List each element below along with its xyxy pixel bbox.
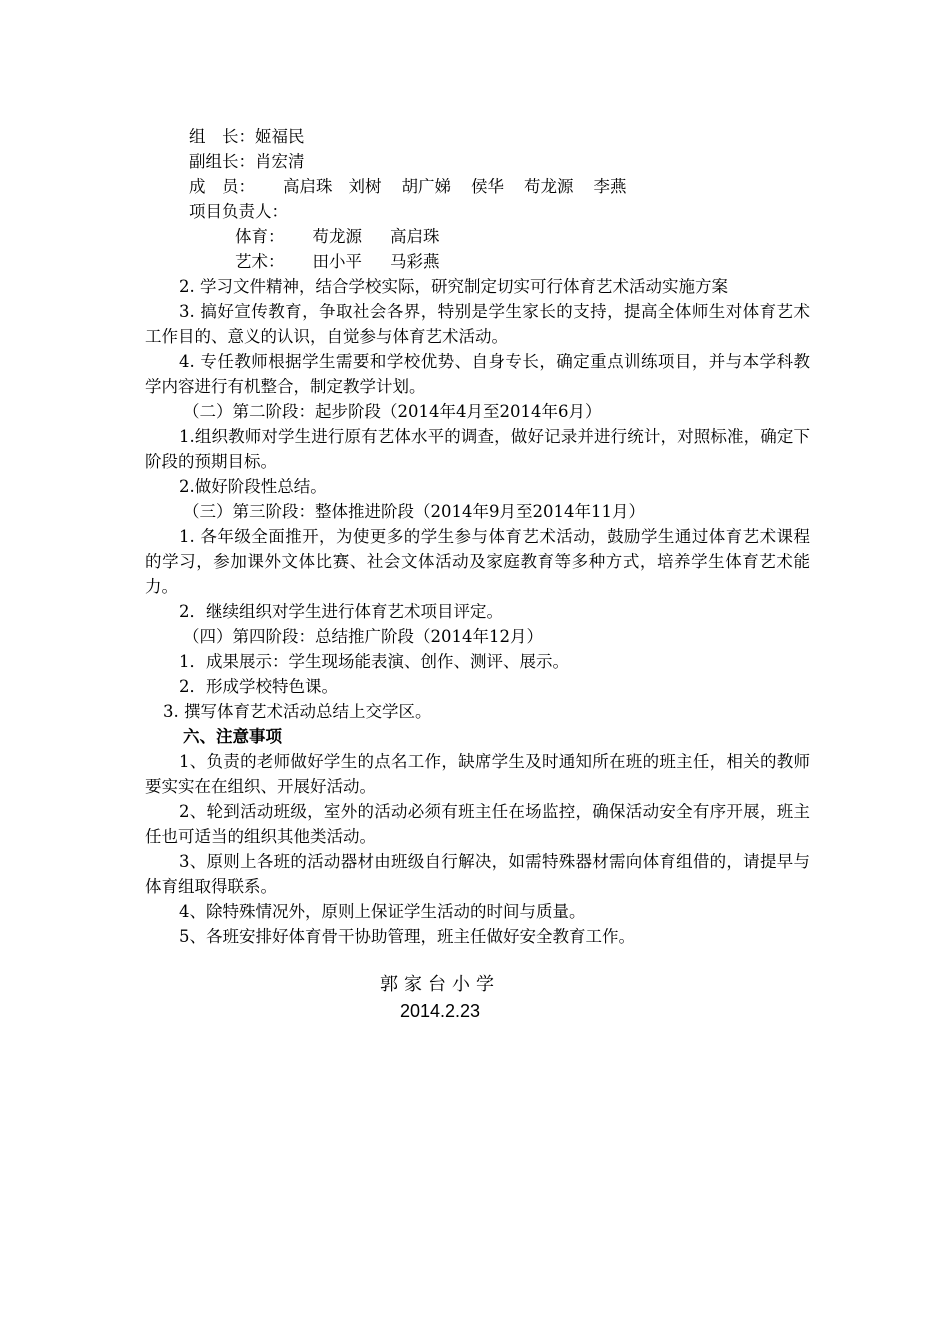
signature-date: 2014.2.23 bbox=[399, 1001, 481, 1021]
leader-label: 组 长： bbox=[189, 127, 255, 146]
phase1-item-4: 4. 专任教师根据学生需要和学校优势、自身专长，确定重点训练项目，并与本学科教学内容进行有机整合，制定教学计划。 bbox=[145, 352, 810, 396]
arts-label: 艺术： bbox=[235, 252, 285, 271]
member-name: 侯华 bbox=[471, 177, 504, 196]
phase2-item-2: 2.做好阶段性总结。 bbox=[179, 477, 327, 496]
arts-lead: 田小平 bbox=[312, 252, 362, 271]
phase4-item-2: 2．形成学校特色课。 bbox=[179, 677, 338, 696]
members-line bbox=[145, 174, 810, 199]
sports-lead: 苟龙源 bbox=[312, 227, 362, 246]
member-name: 李燕 bbox=[593, 177, 627, 196]
phase1-item-2: 2. 学习文件精神，结合学校实际，研究制定切实可行体育艺术活动实施方案 bbox=[179, 277, 728, 296]
arts-leads-line bbox=[145, 249, 810, 274]
member-name: 高启珠 bbox=[283, 177, 333, 196]
member-name: 胡广娣 bbox=[401, 177, 451, 196]
document-body bbox=[145, 124, 810, 949]
phase4-item-3: 3. 撰写体育艺术活动总结上交学区。 bbox=[163, 702, 432, 721]
phase4-item-1: 1．成果展示：学生现场能表演、创作、测评、展示。 bbox=[179, 652, 569, 671]
note-item: 2、轮到活动班级，室外的活动必须有班主任在场监控，确保活动安全有序开展，班主任也可适当的组织其他类活动。 bbox=[145, 802, 810, 846]
phase2-title: （二）第二阶段：起步阶段（2014年4月至2014年6月） bbox=[183, 402, 602, 421]
notes-heading: 六、注意事项 bbox=[183, 727, 282, 746]
leader-line bbox=[145, 124, 810, 149]
phase3-item-2: 2．继续组织对学生进行体育艺术项目评定。 bbox=[179, 602, 503, 621]
phase2-item-1: 1.组织教师对学生进行原有艺体水平的调查，做好记录并进行统计，对照标准，确定下阶段的预期目标。 bbox=[145, 427, 810, 471]
phase3-item-1: 1. 各年级全面推开，为使更多的学生参与体育艺术活动，鼓励学生通过体育艺术课程的学习，参加课外文体比赛、社会文体活动及家庭教育等多种方式，培养学生体育艺术能力。 bbox=[145, 527, 810, 596]
note-item: 1、负责的老师做好学生的点名工作，缺席学生及时通知所在班的班主任，相关的教师要实实在在组织、开展好活动。 bbox=[145, 752, 810, 796]
project-leads-label: 项目负责人： bbox=[189, 202, 288, 221]
sports-lead: 高启珠 bbox=[390, 227, 440, 246]
phase3-title: （三）第三阶段：整体推进阶段（2014年9月至2014年11月） bbox=[183, 502, 645, 521]
leader-name: 姬福民 bbox=[255, 127, 305, 146]
member-name: 刘树 bbox=[348, 177, 382, 196]
deputy-label: 副组长： bbox=[189, 152, 255, 171]
member-name: 苟龙源 bbox=[524, 177, 574, 196]
note-item: 4、除特殊情况外，原则上保证学生活动的时间与质量。 bbox=[179, 902, 586, 921]
deputy-line bbox=[145, 149, 810, 174]
signature-school: 郭家台小学 bbox=[380, 974, 500, 995]
deputy-name: 肖宏清 bbox=[255, 152, 305, 171]
phase1-item-3: 3. 搞好宣传教育，争取社会各界，特别是学生家长的支持，提高全体师生对体育艺术工作目的、意义的认识，自觉参与体育艺术活动。 bbox=[145, 302, 810, 346]
members-label: 成 员： bbox=[189, 177, 255, 196]
note-item: 5、各班安排好体育骨干协助管理，班主任做好安全教育工作。 bbox=[179, 927, 635, 946]
sports-leads-line bbox=[145, 224, 810, 249]
note-item: 3、原则上各班的活动器材由班级自行解决，如需特殊器材需向体育组借的，请提早与体育组取得联系。 bbox=[145, 852, 810, 896]
arts-lead: 马彩燕 bbox=[390, 252, 440, 271]
sports-label: 体育： bbox=[235, 227, 285, 246]
phase4-title: （四）第四阶段：总结推广阶段（2014年12月） bbox=[183, 627, 543, 646]
